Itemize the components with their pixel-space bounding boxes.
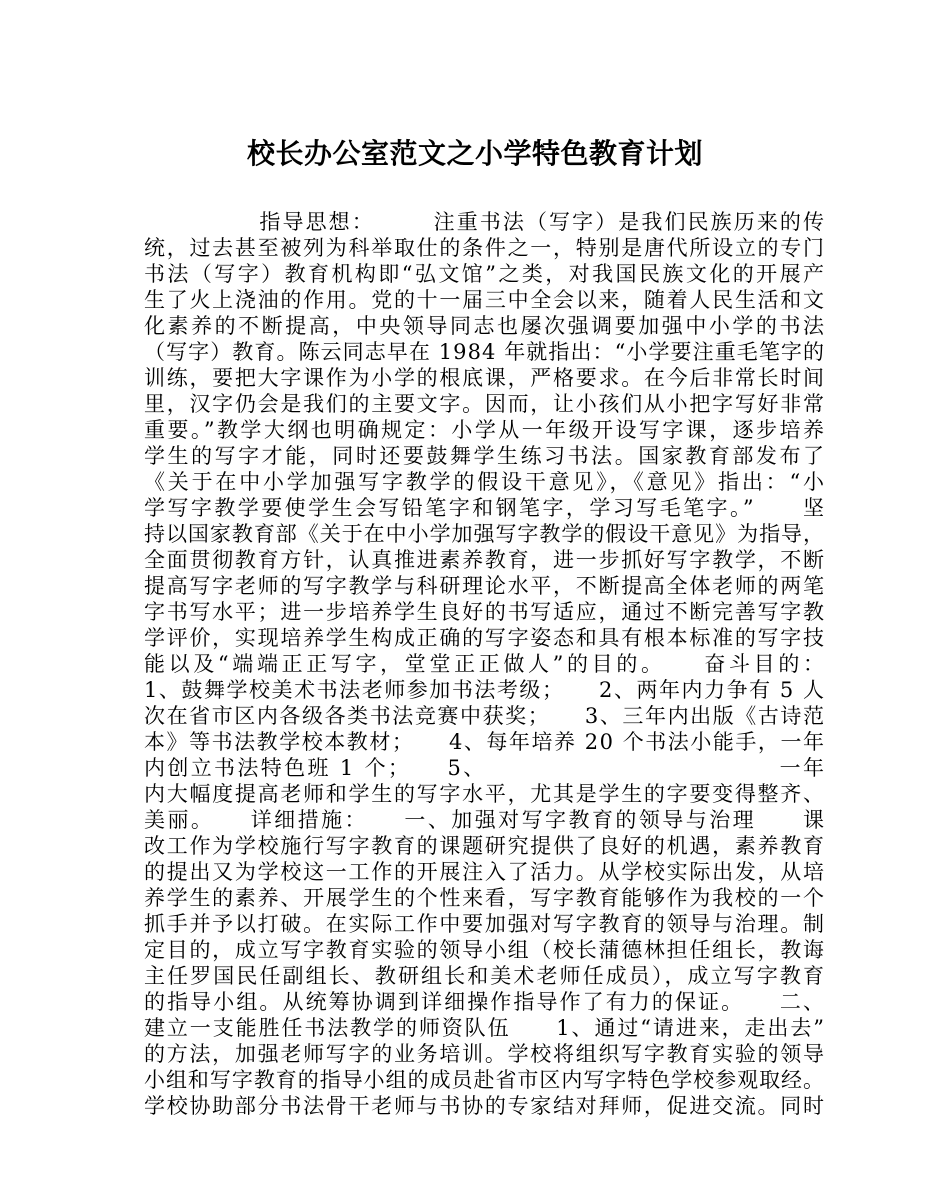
- paragraph-line: 1、鼓舞学校美术书法老师参加书法考级； 2、两年内力争有 5 人: [144, 678, 826, 702]
- paragraph-line: （写字）教育。陈云同志早在 1984 年就指出：“小学要注重毛笔字的: [144, 340, 826, 364]
- paragraph-line: 训练，要把大字课作为小学的根底课，严格要求。在今后非常长时间: [144, 366, 826, 390]
- paragraph-line: 指导思想： 注重书法（写字）是我们民族历来的传: [144, 210, 827, 234]
- paragraph-line: 主任罗国民任副组长、教研组长和美术老师任成员），成立写字教育: [144, 964, 827, 988]
- paragraph-line: 小组和写字教育的指导小组的成员赴省市区内写字特色学校参观取经。: [144, 1068, 825, 1092]
- paragraph-line: 养学生的素养、开展学生的个性来看，写字教育能够作为我校的一个: [144, 886, 826, 910]
- paragraph-line: 生了火上浇油的作用。党的十一届三中全会以来，随着人民生活和文: [144, 288, 826, 312]
- paragraph-line: 的方法，加强老师写字的业务培训。学校将组织写字教育实验的领导: [144, 1042, 826, 1066]
- paragraph-line: 美丽。 详细措施： 一、加强对写字教育的领导与治理 课: [144, 808, 827, 832]
- paragraph-line: 持以国家教育部《关于在中小学加强写字教学的假设干意见》为指导，: [144, 522, 825, 546]
- paragraph-line: 学写字教学要使学生会写铅笔字和钢笔字，学习写毛笔字。” 坚: [144, 496, 827, 520]
- paragraph-line: 次在省市区内各级各类书法竞赛中获奖； 3、三年内出版《古诗范: [144, 704, 826, 728]
- paragraph-line: 能以及“端端正正写字，堂堂正正做人”的目的。 奋斗目的：: [144, 652, 828, 676]
- paragraph-line: 的提出又为学校这一工作的开展注入了活力。从学校实际出发，从培: [144, 860, 826, 884]
- paragraph-line: 重要。”教学大纲也明确规定：小学从一年级开设写字课，逐步培养: [144, 418, 827, 442]
- paragraph-line: 的指导小组。从统筹协调到详细操作指导作了有力的保证。 二、: [144, 990, 827, 1014]
- paragraph-line: 化素养的不断提高，中央领导同志也屡次强调要加强中小学的书法: [144, 314, 827, 338]
- paragraph-line: 统，过去甚至被列为科举取仕的条件之一，特别是唐代所设立的专门: [144, 236, 826, 260]
- paragraph-line: 书法（写字）教育机构即“弘文馆”之类，对我国民族文化的开展产: [144, 262, 827, 286]
- paragraph-line: 学评价，实现培养学生构成正确的写字姿态和具有根本标准的写字技: [144, 626, 826, 650]
- paragraph-line: 建立一支能胜任书法教学的师资队伍 1、通过“请进来，走出去”: [144, 1016, 826, 1040]
- document-title: 校长办公室范文之小学特色教育计划: [246, 137, 703, 170]
- paragraph-line: 学生的写字才能，同时还要鼓舞学生练习书法。国家教育部发布了: [144, 444, 827, 468]
- paragraph-line: 改工作为学校施行写字教育的课题研究提供了良好的机遇，素养教育: [144, 834, 826, 858]
- paragraph-line: 本》等书法教学校本教材； 4、每年培养 20 个书法小能手，一年: [144, 730, 826, 754]
- paragraph-line: 里，汉字仍会是我们的主要文字。因而，让小孩们从小把字写好非常: [144, 392, 826, 416]
- paragraph-line: 内创立书法特色班 1 个； 5、 一年: [144, 756, 827, 780]
- paragraph-line: 内大幅度提高老师和学生的写字水平，尤其是学生的字要变得整齐、: [144, 782, 826, 806]
- paragraph-line: 全面贯彻教育方针，认真推进素养教育，进一步抓好写字教学，不断: [144, 548, 826, 572]
- paragraph-line: 字书写水平；进一步培养学生良好的书写适应，通过不断完善写字教: [144, 600, 826, 624]
- paragraph-line: 《关于在中小学加强写字教学的假设干意见》，《意见》指出：“小: [144, 470, 827, 494]
- paragraph-line: 定目的，成立写字教育实验的领导小组（校长蒲德林担任组长，教诲: [144, 938, 826, 962]
- document-body: [144, 209, 828, 1119]
- paragraph-line: 抓手并予以打破。在实际工作中要加强对写字教育的领导与治理。制: [144, 912, 826, 936]
- paragraph-line: 学校协助部分书法骨干老师与书协的专家结对拜师，促进交流。同时: [144, 1094, 826, 1118]
- paragraph-line: 提高写字老师的写字教学与科研理论水平，不断提高全体老师的两笔: [144, 574, 826, 598]
